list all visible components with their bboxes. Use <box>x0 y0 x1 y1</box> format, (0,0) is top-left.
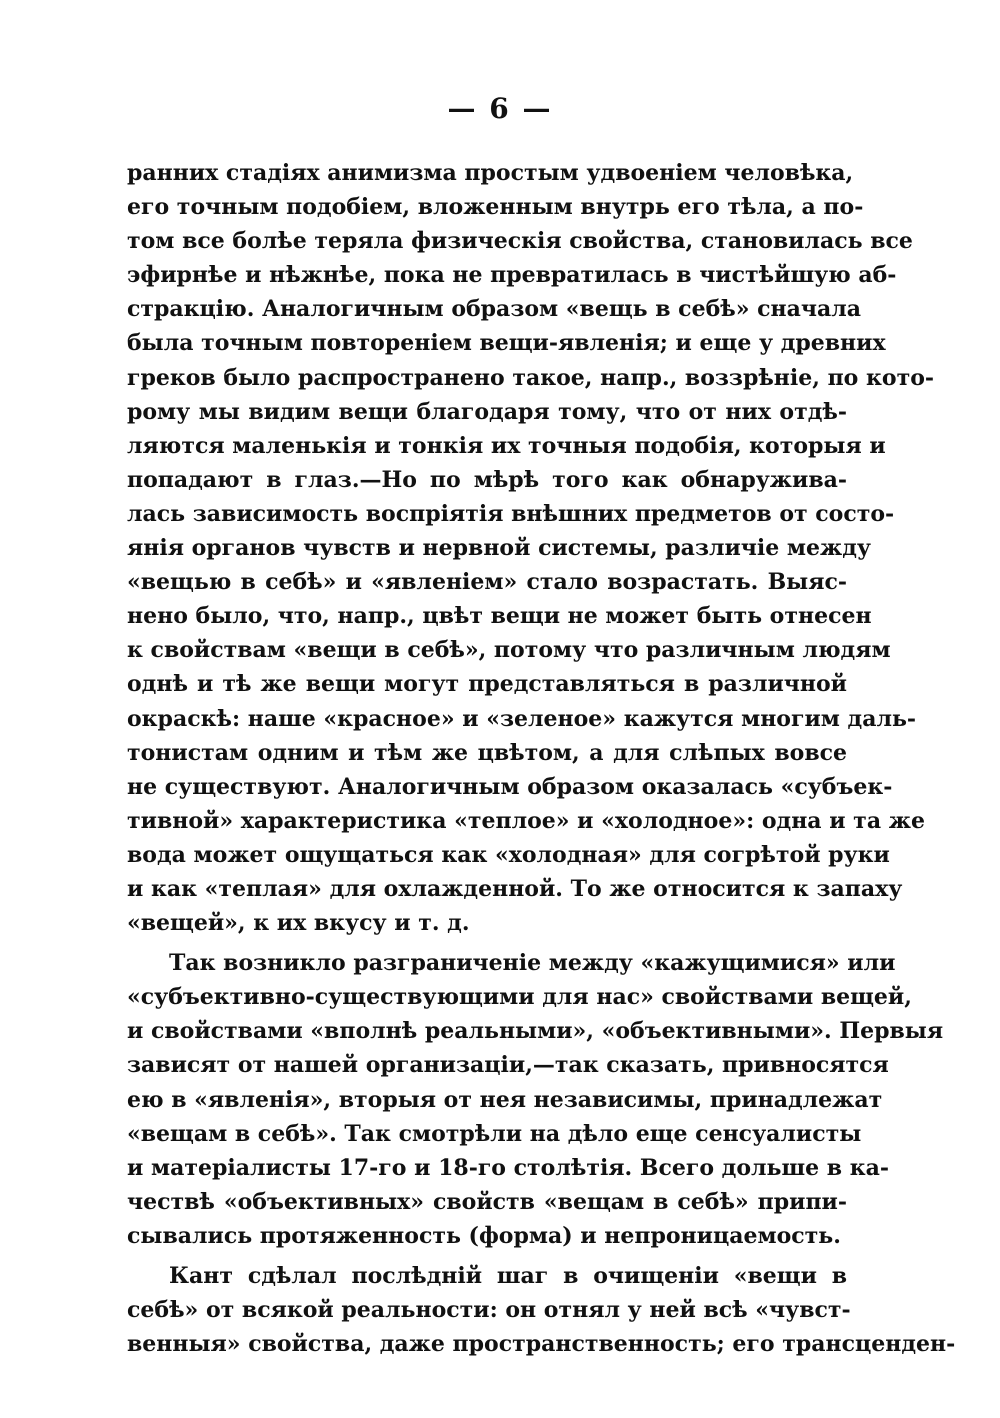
text-line: и матеріалисты 17-го и 18-го столѣтія. Всего дольше в ка- <box>127 1154 889 1181</box>
text-line: вода может ощущаться как «холодная» для согрѣтой руки <box>127 841 890 868</box>
text-line: и как «теплая» для охлажденной. То же относится к запаху <box>127 875 903 902</box>
text-line: венныя» свойства, даже пространственность; его трансценден- <box>127 1331 956 1358</box>
text-line: была точным повтореніем вещи-явленія; и еще у древних <box>127 330 886 357</box>
text-line: зависят от нашей организаціи,—так сказать, привносятся <box>127 1052 889 1079</box>
text-line: чествѣ «объективных» свойств «вещам в себѣ» припи- <box>127 1188 847 1215</box>
paragraph-1 <box>127 156 935 940</box>
text-line: том все болѣе теряла физическія свойства, становилась все <box>127 228 913 255</box>
text-line: ляются маленькія и тонкія их точныя подобія, которыя и <box>127 432 886 459</box>
text-line: ранних стадіях анимизма простым удвоеніем человѣка, <box>127 160 854 186</box>
text-line: тонистам одним и тѣм же цвѣтом, а для слѣпых вовсе <box>127 739 847 766</box>
text-line: тивной» характеристика «теплое» и «холодное»: одна и та же <box>127 807 925 834</box>
text-line: однѣ и тѣ же вещи могут представляться в различной <box>127 671 847 698</box>
text-line: греков было распространено такое, напр., воззрѣніе, по кото- <box>127 364 935 391</box>
text-line: «вещью в себѣ» и «явленіем» стало возрастать. Выяс- <box>127 569 847 596</box>
paragraph-2 <box>127 946 944 1253</box>
text-line: Кант сдѣлал послѣдній шаг в очищеніи «вещи в <box>169 1263 847 1289</box>
text-line: нено было, что, напр., цвѣт вещи не может быть отнесен <box>127 603 872 630</box>
text-line: и свойствами «вполнѣ реальными», «объективными». Первыя <box>127 1018 944 1045</box>
text-line: себѣ» от всякой реальности: он отнял у ней всѣ «чувст- <box>127 1297 851 1324</box>
text-line: «вещам в себѣ». Так смотрѣли на дѣло еще сенсуалисты <box>127 1120 862 1147</box>
page-number: — 6 — <box>447 92 553 125</box>
text-line: лась зависимость воспріятія внѣшних предметов от состо- <box>127 500 895 527</box>
body-text <box>127 156 956 1361</box>
text-line: сывались протяженность (форма) и непроницаемость. <box>127 1222 841 1249</box>
text-line: «вещей», к их вкусу и т. д. <box>127 910 470 937</box>
text-line: окраскѣ: наше «красное» и «зеленое» кажутся многим даль- <box>127 705 917 732</box>
text-line: попадают в глаз.—Но по мѣрѣ того как обнаружива- <box>127 466 847 493</box>
text-line: рому мы видим вещи благодаря тому, что от них отдѣ- <box>127 398 847 425</box>
text-line: Так возникло разграниченіе между «кажущимися» или <box>169 950 896 977</box>
text-line: эфирнѣе и нѣжнѣе, пока не превратилась в чистѣйшую аб- <box>127 262 897 289</box>
text-line: стракцію. Аналогичным образом «вещь в себѣ» сначала <box>127 296 861 323</box>
text-line: не существуют. Аналогичным образом оказалась «субъек- <box>127 773 893 800</box>
paragraph-3 <box>127 1259 956 1361</box>
text-line: к свойствам «вещи в себѣ», потому что различным людям <box>127 637 891 664</box>
text-line: ею в «явленія», вторыя от нея независимы, принадлежат <box>127 1086 883 1113</box>
text-line: «субъективно-существующими для нас» свойствами вещей, <box>127 984 912 1011</box>
text-line: его точным подобіем, вложенным внутрь его тѣла, а по- <box>127 194 864 221</box>
text-line: янія органов чувств и нервной системы, различіе между <box>127 535 871 562</box>
